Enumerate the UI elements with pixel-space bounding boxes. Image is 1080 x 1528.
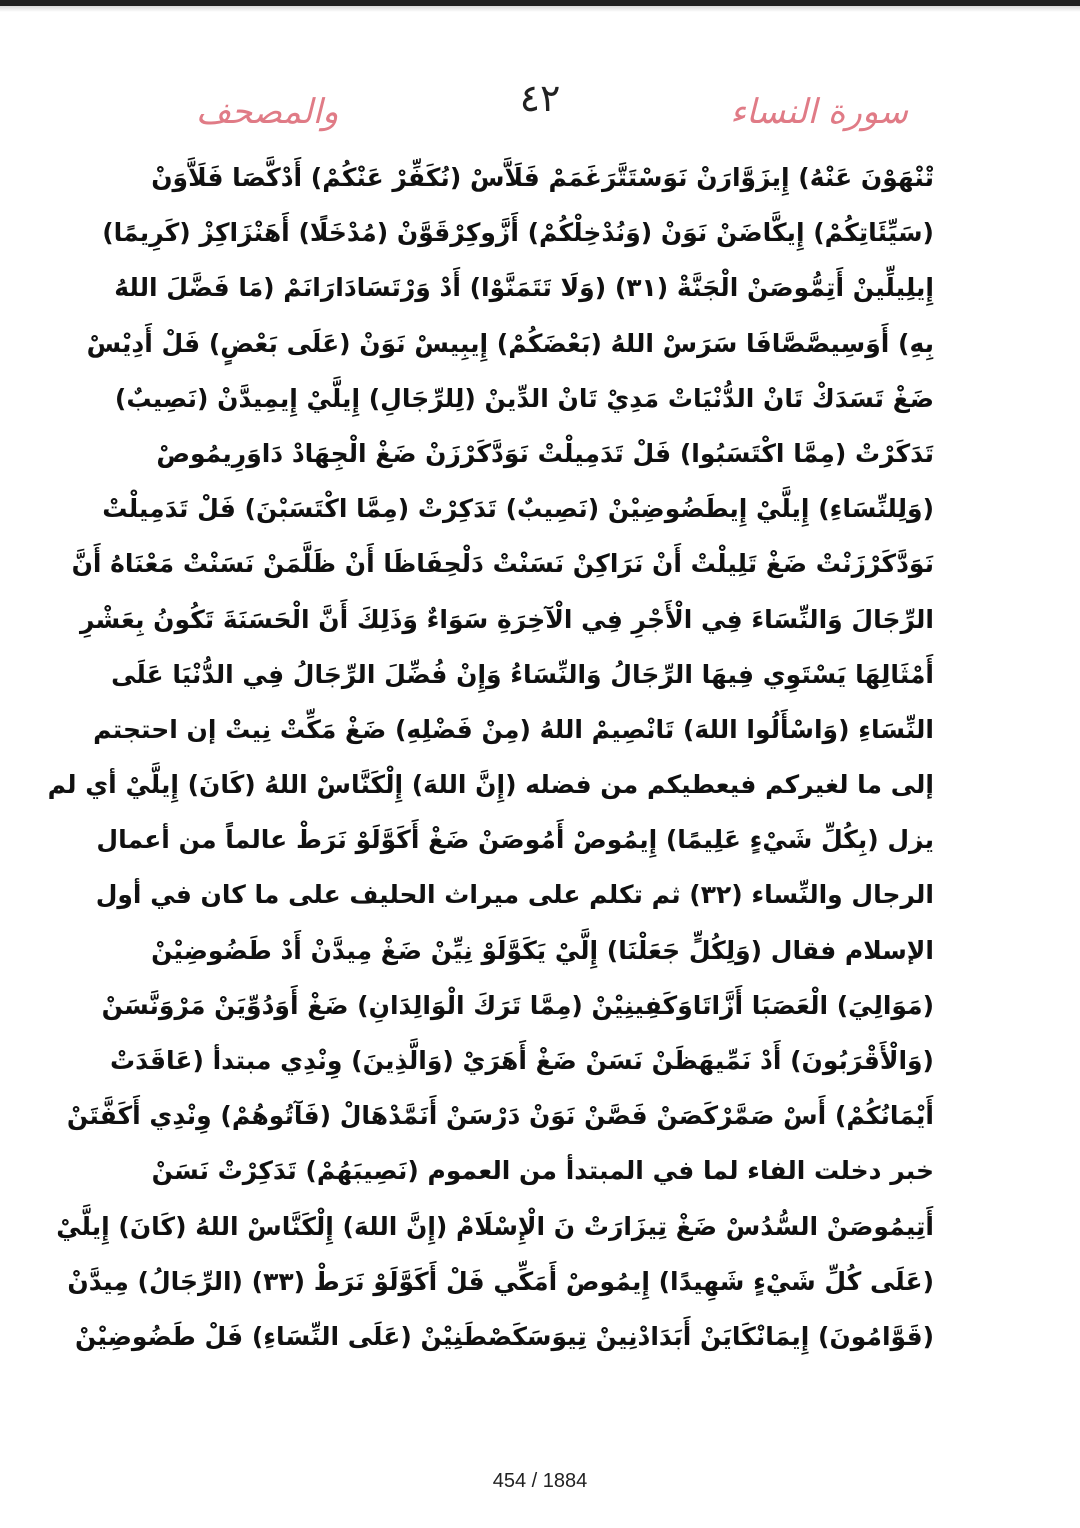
scan-shadow [0,6,1080,12]
text-line: أَيْمَانُكُمْ) أَسْ صَمَّرْكَصَنْ فَصَّنْ نَوَنْ دَرْسَنْ أَنَمَّدْهَالْ (فَآتُوهُمْ) وِنْدِي أَكَفَّتَنْ [66,1101,934,1131]
text-line: نَوَدَّكَرْزَنْتْ ضَغْ تَلِيلْتْ أَنْ نَرَاكِنْ نَسَنْتْ دَلْحِفَاظَا أَنْ ظَلَّمَنْ نَسَنْتْ مَعْنَاهُ أَنَّ [71,549,934,579]
text-line: يزل (بِكُلِّ شَيْءٍ عَلِيمًا) إِيمُوصْ أَمُوصَنْ ضَغْ أَكَوَّلَوْ نَرَطْ عالماً من أعمال [96,825,934,855]
surah-handwritten-note: سورة النساء [730,92,908,132]
text-line: إلى ما لغيركم فيعطيكم من فضله (إِنَّ اللهَ) إِلْكَنَّاسْ اللهُ (كَانَ) إِيلَّيْ أي لم [47,770,934,800]
text-line: (قَوَّامُونَ) إِيمَانْكَايَنْ أَبَدَادْنِينْ تِيوَسَكَصْطَنِيْنْ (عَلَى النِّسَاءِ) فَلْ طَضُوضِيْنْ [75,1321,934,1351]
text-line: (مَوَالِيَ) الْعَصَبَا أَزَّاتَاوَكَفِينِيْنْ (مِمَّا تَرَكَ الْوَالِدَانِ) ضَغْ أَوَدُوِّيَنْ مَرْوَنَّسَنْ [101,990,934,1020]
page-body-text [47,150,934,1364]
text-line: الرِّجَالَ وَالنِّسَاءَ فِي الْأَجْرِ فِي الْآخِرَةِ سَوَاءٌ وَذَلِكَ أَنَّ الْحَسَنَةَ تَكُونُ بِعَشْرِ [79,604,934,634]
text-line: خبر دخلت الفاء لما في المبتدأ من العموم (نَصِيبَهُمْ) تَدَكِرْتْ نَسَنْ [151,1156,934,1186]
text-line: الإسلام فقال (وَلِكُلٍّ جَعَلْنَا) إِلَّيْ يَكَوَّلَوْ نِيِّنْ ضَغْ مِيدَّنْ أَدْ طَضُوضِيْنْ [151,935,934,965]
margin-handwritten-note: والمصحف [196,92,339,132]
text-line: (وَالْأَقْرَبُونَ) أَدْ نَمِّيهَظَنْ نَسَنْ ضَغْ أَهَرَيْ (وَالَّذِينَ) وِنْدِي مبتدأ (عَاقَدَتْ [110,1046,934,1075]
text-line: (عَلَى كُلِّ شَيْءٍ شَهِيدًا) إِيمُوصْ أَمَكِّي فَلْ أَكَوَّلَوْ نَرَطْ (٣٣) (الرِّجَالُ) مِيدَّنْ [67,1266,934,1296]
page-indicator: 454 / 1884 [492,1470,588,1492]
text-line: (وَلِلنِّسَاءِ) إِيلَّيْ إِيطَضُوضِيْنْ (نَصِيبٌ) تَدَكِرْتْ (مِمَّا اكْتَسَبْنَ) فَلْ تَدَمِيلْتْ [102,494,934,524]
text-line: ضَغْ تَسَدَكْ تَانْ الدُّنْيَاتْ مَدِيْ تَانْ الدِّينْ (لِلرِّجَالِ) إِيلَّيْ إِيمِيدَّنْ (نَصِيبٌ) [114,383,934,413]
text-line: تَدَكَرْتْ (مِمَّا اكْتَسَبُوا) فَلْ تَدَمِيلْتْ نَوَدَّكَرْزَنْ ضَغْ الْجِهَادْ دَاوَرِيمُوصْ [156,438,934,468]
text-line: أَمْثَالِهَا يَسْتَوِي فِيهَا الرِّجَالُ وَالنِّسَاءُ وَإِنْ فُضِّلَ الرِّجَالُ فِي الدُّنْيَا عَلَى [111,659,934,689]
page-number: ٤٢ [519,76,561,120]
text-line: أَتِيمُوصَنْ السُّدُسْ ضَغْ تِيزَارَتْ نَ الْإِسْلَامْ (إِنَّ اللهَ) إِلْكَنَّاسْ اللهُ (كَانَ) إِيلَّيْ [56,1211,934,1241]
text-line: تْنْهَوْنَ عَنْهُ) إِيزَوَّارَنْ نَوَسْتَتَّرَغَمَمْ فَلَاَّسْ (نُكَفِّرْ عَنْكُمْ) أَدْكَّصَا فَلَاَّوَنْ [151,163,934,192]
text-line: النِّسَاءِ (وَاسْأَلُوا اللهَ) تَانْصِيمْ اللهُ (مِنْ فَضْلِهِ) ضَغْ مَكِّتْ نِيتْ إن احتجتم [93,714,934,744]
text-line: الرجال والنِّساء (٣٢) ثم تكلم على ميراث الحليف على ما كان في أول [95,880,934,910]
text-line: (سَيِّئَاتِكُمْ) إِيكَّاضَنْ نَوَنْ (وَنُدْخِلْكُمْ) أَزَّوكِرْقَوَّنْ (مُدْخَلًا) أَهَنْزَاكِزْ (كَرِيمًا) [102,218,934,248]
text-line: بِهِ) أَوَسِيصَّصَّافَا سَرَسْ اللهُ (بَعْضَكُمْ) إِيبِيسْ نَوَنْ (عَلَى بَعْضٍ) فَلْ أَدِيْسْ [86,328,934,358]
text-line: إِيلِيلِّينْ أَتِمُّوصَنْ الْجَنَّةْ (٣١) (وَلَا تَتَمَنَّوْا) أَدْ وَرْتَسَادَارَانَمْ (مَا فَضَّلَ اللهُ [114,273,934,303]
